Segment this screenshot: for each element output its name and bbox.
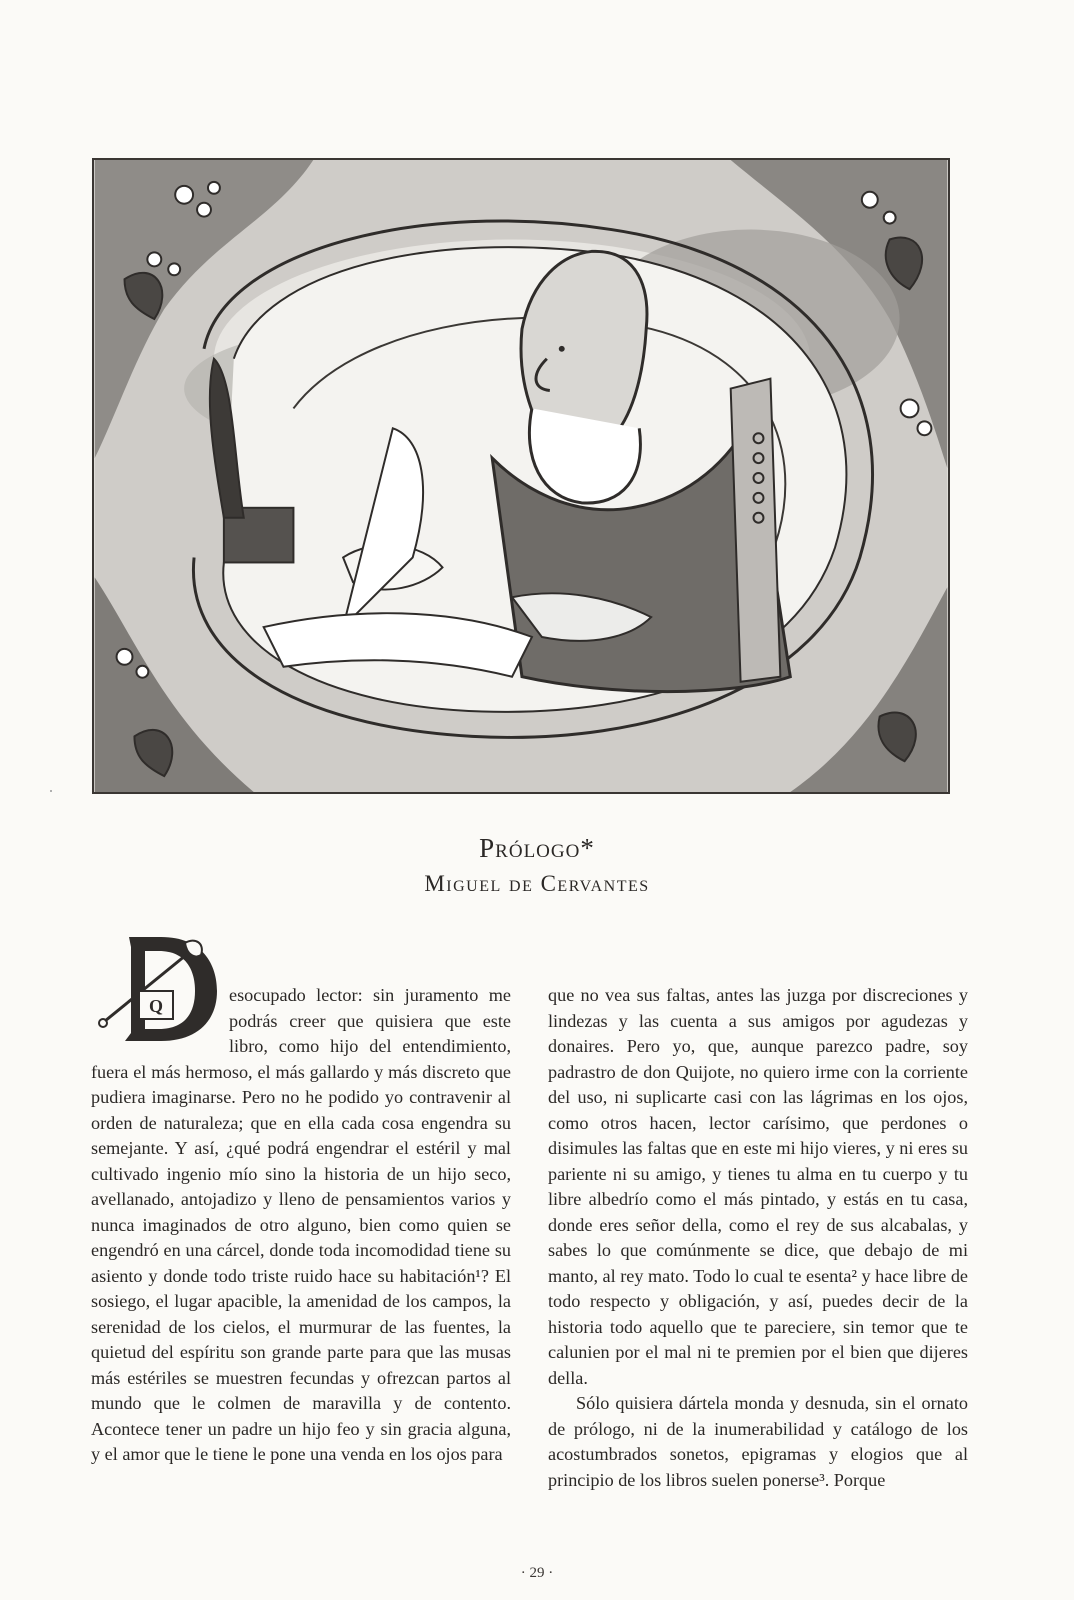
chapter-title: Prólogo* bbox=[479, 833, 595, 863]
dropcap bbox=[91, 929, 221, 1041]
chapter-author: Miguel de Cervantes bbox=[424, 871, 650, 896]
page-number: · 29 · bbox=[520, 1565, 554, 1581]
dropcap-letter-icon bbox=[91, 929, 221, 1044]
paragraph-right-1: que no vea sus faltas, antes las juzga por discreciones y lindezas y las cuenta a sus amigos por agudezas y donaires. Pero yo, que, aunque parezco padre, soy padrastro de don Quijote, no quiero irme con la corriente del uso, ni suplicarte casi con las lágrimas en los ojos, como otros hacen, lector carísimo, que perdones o disimules las faltas que en este mi hijo vieres, y ni eres su pariente ni su amigo, y tienes tu alma en tu cuerpo y tu libre albedrío como el más pintado, y estás en tu casa, donde eres señor della, como el rey de sus alcabalas, y sabes lo que comúnmente se dice, que debajo de mi manto, al rey mato. Todo lo cual te esenta² y hace libre de todo respecto y obligación, y así, puedes decir de la historia todo aquello que te pareciere, sin temor que te calunien por el mal ni te premien por el bien que dijeres della. bbox=[548, 985, 968, 1388]
stray-mark bbox=[50, 790, 52, 792]
text-column-right bbox=[548, 983, 968, 1493]
svg-text:Q: Q bbox=[148, 996, 164, 1016]
cervantes-writing-illustration bbox=[92, 158, 950, 794]
text-column-left bbox=[91, 983, 511, 1468]
paragraph-right-2: Sólo quisiera dártela monda y desnuda, sin el ornato de prólogo, ni de la inumerabilidad y catálogo de los acostumbrados sonetos, epigramas y elogios que al principio de los libros suelen ponerse³. Porque bbox=[548, 1393, 968, 1490]
illustration-drawing bbox=[94, 160, 948, 792]
paragraph-left: esocupado lector: sin juramento me podrás creer que quisiera que este libro, como hijo del entendimiento, fuera el más hermoso, el más gallardo y más discreto que pudiera imaginarse. Pero no he podido yo contravenir al orden de naturaleza; que en ella cada cosa engendra su semejante. Y así, ¿qué podrá engendrar el estéril y mal cultivado ingenio mío sino la historia de un hijo seco, avellanado, antojadizo y lleno de pensamientos varios y nunca imaginados de otro alguno, bien como quien se engendró en una cárcel, donde toda incomodidad tiene su asiento y donde todo triste ruido hace su habitación¹? El sosiego, el lugar apacible, la amenidad de los campos, la serenidad de los cielos, el murmurar de las fuentes, la quietud del espíritu son grande parte para que las musas más estériles se muestren fecundas y ofrezcan partos al mundo que le colmen de maravilla y de contento. Acontece tener un padre un hijo feo y sin gracia alguna, y el amor que le tiene le pone una venda en los ojos para bbox=[91, 985, 511, 1464]
